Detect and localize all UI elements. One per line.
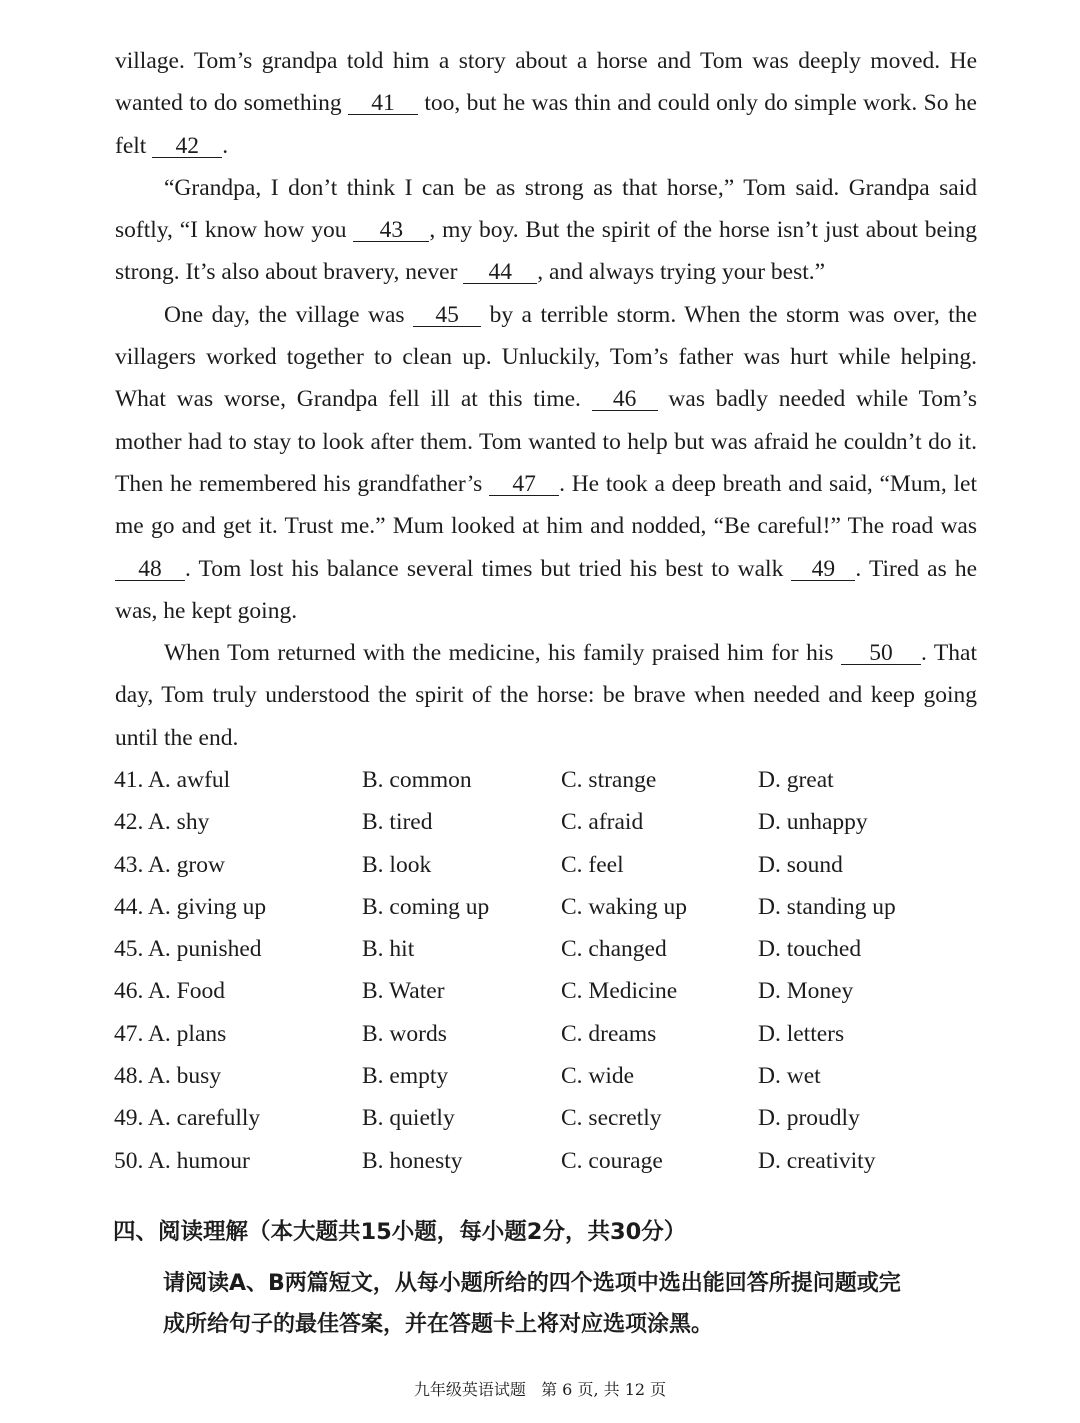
blank-46: 46 bbox=[592, 388, 658, 411]
blank-47: 47 bbox=[489, 473, 559, 496]
blank-50: 50 bbox=[841, 642, 921, 665]
option-row-44: 44. A. giving up B. coming up C. waking up D. standing up bbox=[114, 893, 896, 920]
blank-41: 41 bbox=[348, 92, 418, 115]
blank-44: 44 bbox=[463, 261, 537, 284]
option-row-45: 45. A. punished B. hit C. changed D. touched bbox=[114, 936, 862, 963]
paragraph-2: “Grandpa, I don’t think I can be as strong as that horse,” Tom said. Grandpa said softly, “I know how you 43 , my boy. But the spirit of the horse isn’t just about being strong. It’s also about bravery, never 44 , and always trying your best.” bbox=[115, 174, 978, 286]
paragraph-1: village. Tom’s grandpa told him a story about a horse and Tom was deeply moved. He wanted to do something 41 too, but he was thin and could only do simple work. So he felt 42 . bbox=[115, 48, 977, 159]
blank-42: 42 bbox=[152, 135, 222, 158]
instructions-line-1: 请阅读A、B两篇短文，从每小题所给的四个选项中选出能回答所提问题或完 bbox=[163, 1271, 901, 1296]
option-row-49: 49. A. carefully B. quietly C. secretly D. proudly bbox=[114, 1105, 860, 1132]
section-instructions bbox=[163, 1263, 1003, 1345]
option-row-43: 43. A. grow B. look C. feel D. sound bbox=[114, 851, 843, 878]
blank-45: 45 bbox=[413, 304, 481, 327]
blank-49: 49 bbox=[791, 558, 855, 581]
option-row-46: 46. A. Food B. Water C. Medicine D. Money bbox=[114, 978, 854, 1005]
paragraph-4: When Tom returned with the medicine, his family praised him for his 50 . That day, Tom truly understood the spirit of the horse: be brave when needed and keep going until the end. bbox=[115, 640, 977, 751]
page-footer: 九年级英语试题 第 6 页, 共 12 页 bbox=[413, 1380, 667, 1399]
option-row-47: 47. A. plans B. words C. dreams D. letters bbox=[114, 1020, 845, 1047]
cloze-passage bbox=[115, 40, 977, 759]
option-row-48: 48. A. busy B. empty C. wide D. wet bbox=[114, 1063, 821, 1090]
section-title: 四、阅读理解（本大题共15小题，每小题2分，共30分） bbox=[113, 1219, 687, 1245]
paragraph-3: One day, the village was 45 by a terrible storm. When the storm was over, the villagers worked together to clean up. Unluckily, Tom’s father was hurt while helping. What was worse, Grandpa fell ill at this time. 46 was badly needed while Tom’s mother had to stay to look after them. Tom wanted to help but was afraid he couldn’t do it. Then he remembered his grandfather’s 47 . He took a deep breath and said, “Mum, let me go and get it. Trust me.” Mum looked at him and nodded, “Be careful!” The road was 48 . Tom lost his balance several times but tried his best to walk 49 . Tired as he was, he kept going. bbox=[115, 301, 977, 624]
option-row-41: 41. A. awful B. common C. strange D. great bbox=[114, 767, 834, 793]
option-row-42: 42. A. shy B. tired C. afraid D. unhappy bbox=[114, 809, 868, 836]
instructions-line-2: 成所给句子的最佳答案，并在答题卡上将对应选项涂黑。 bbox=[163, 1312, 714, 1337]
blank-43: 43 bbox=[353, 219, 429, 242]
answer-options bbox=[114, 759, 1014, 1182]
option-row-50: 50. A. humour B. honesty C. courage D. creativity bbox=[114, 1147, 876, 1174]
blank-48: 48 bbox=[115, 558, 185, 581]
